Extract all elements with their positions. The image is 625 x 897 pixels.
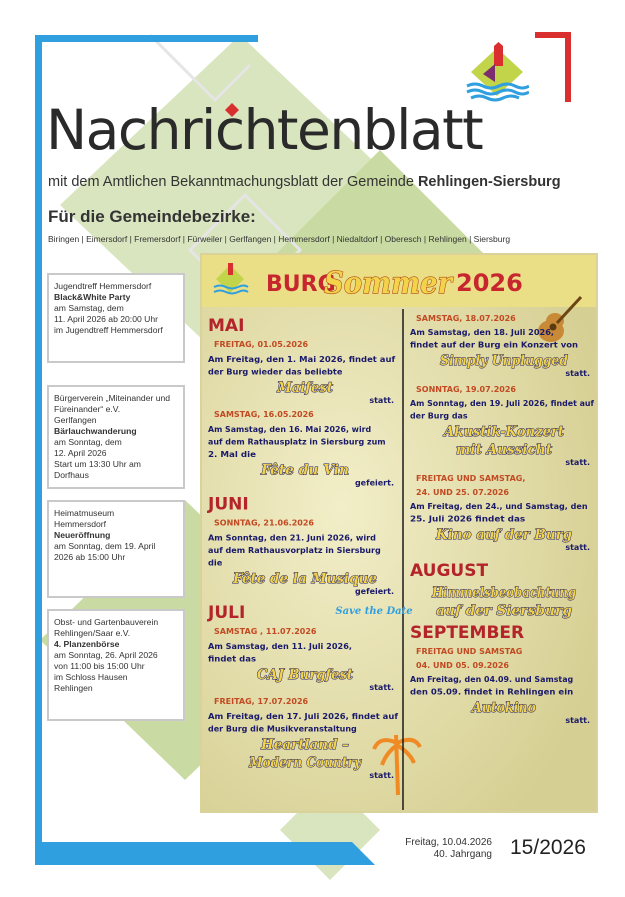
event-description: Am Freitag, den 04.09. und Samstag <box>410 674 574 684</box>
notice-line: 2026 ab 15:00 Uhr <box>54 552 126 562</box>
subtitle-municipality: Rehlingen-Siersburg <box>417 174 561 190</box>
issue-volume: 40. Jahrgang <box>433 849 492 860</box>
red-corner-bracket <box>535 32 571 102</box>
poster-graphic <box>202 255 598 813</box>
notice-organizer: Obst- und Gartenbauverein <box>54 617 159 627</box>
event-description: Am Freitag, den 17. Juli 2026, findet auf <box>208 711 399 721</box>
notice-line: am Sonntag, dem 19. April <box>54 541 156 551</box>
month-heading: MAI <box>208 316 245 336</box>
notice-line: im Jugendtreff Hemmersdorf <box>54 325 163 335</box>
notice-box <box>47 500 185 598</box>
event-description: findet das <box>208 653 257 664</box>
event-date: SONNTAG, 21.06.2026 <box>214 518 314 528</box>
notice-organizer-place: Rehlingen/Saar e.V. <box>54 628 131 638</box>
event-name: Modern Country <box>248 755 362 771</box>
municipal-logo-icon <box>465 42 529 104</box>
issue-date-block <box>400 837 492 861</box>
event-description: der Burg die Musikveranstaltung <box>208 723 357 734</box>
event-suffix: statt. <box>369 396 394 405</box>
event-name: Simply Unplugged <box>440 353 569 369</box>
event-date: 24. UND 25. 07.2026 <box>416 488 509 497</box>
notice-event: Neueröffnung <box>54 530 111 540</box>
blue-frame-bottom <box>35 842 375 865</box>
event-date: FREITAG UND SAMSTAG, <box>416 474 526 483</box>
notice-line: von 11:00 bis 15:00 Uhr <box>54 661 145 671</box>
event-name: Himmelsbeobachtung <box>431 585 577 601</box>
notice-line: Rehlingen <box>54 683 93 693</box>
event-date: FREITAG, 17.07.2026 <box>214 697 309 706</box>
masthead-title: Nachrichtenblatt <box>46 98 483 162</box>
event-description: Am Samstag, den 18. Juli 2026, <box>410 327 554 337</box>
event-suffix: gefeiert. <box>354 478 394 488</box>
notice-line: im Schloss Hausen <box>54 672 128 682</box>
event-suffix: statt. <box>565 716 590 725</box>
event-description: Am Sonntag, den 19. Juli 2026, findet auf <box>410 398 595 408</box>
burgsommer-poster <box>200 253 598 813</box>
event-description: 25. Juli 2026 findet das <box>410 513 526 524</box>
event-suffix: gefeiert. <box>354 587 394 596</box>
event-name: Heartland – <box>260 737 349 753</box>
event-date: FREITAG, 01.05.2026 <box>214 340 309 349</box>
event-date: SAMSTAG, 18.07.2026 <box>416 314 516 323</box>
event-name: Kino auf der Burg <box>435 527 573 543</box>
event-description: findet auf der Burg ein Konzert von <box>410 339 579 350</box>
notice-box <box>47 273 185 363</box>
event-name: Fête de la Musique <box>232 571 378 587</box>
notice-event: Bärlauchwanderung <box>54 426 137 436</box>
event-description: 2. Mal die <box>208 449 257 459</box>
event-name: CAJ Burgfest <box>257 667 354 683</box>
event-suffix: statt. <box>369 683 394 692</box>
event-description: Am Freitag, den 1. Mai 2026, findet auf <box>208 354 396 364</box>
event-date: SAMSTAG, 16.05.2026 <box>214 410 314 419</box>
event-description: auf dem Rathausvorplatz in Siersburg <box>208 545 381 555</box>
event-suffix: statt. <box>369 771 394 780</box>
save-the-date-badge: Save the Date <box>335 606 413 617</box>
event-description: Am Samstag, den 16. Mai 2026, wird <box>208 424 372 434</box>
event-description: auf dem Rathausplatz in Siersburg zum <box>208 436 386 447</box>
notice-box <box>47 609 185 721</box>
districts-title: Für die Gemeindebezirke: <box>48 207 256 226</box>
notice-organizer-place: Hemmersdorf <box>54 519 107 529</box>
event-description: Am Sonntag, den 21. Juni 2026, wird <box>208 532 377 543</box>
event-name: auf der Siersburg <box>436 603 573 619</box>
event-date: FREITAG UND SAMSTAG <box>416 647 523 656</box>
event-description: der Burg das <box>410 410 468 421</box>
notice-event: 4. Planzenbörse <box>54 639 120 649</box>
poster-title-burg: BURG <box>266 272 336 297</box>
districts-list: Biringen | Eimersdorf | Fremersdorf | Fürweiler | Gerlfangen | Hemmersdorf | Niedaltdorf | Oberesch | Rehlingen | Siersburg <box>48 234 511 244</box>
event-description: Am Samstag, den 11. Juli 2026, <box>208 641 352 651</box>
event-suffix: statt. <box>565 458 590 467</box>
notice-line: Dorfhaus <box>54 470 89 480</box>
month-heading: SEPTEMBER <box>410 623 525 643</box>
notice-line: Start um 13:30 Uhr am <box>54 459 141 469</box>
event-date: 04. UND 05. 09.2026 <box>416 661 509 670</box>
event-date: SONNTAG, 19.07.2026 <box>416 385 516 394</box>
event-suffix: statt. <box>565 369 590 378</box>
event-description: der Burg wieder das beliebte <box>208 366 343 377</box>
event-date: SAMSTAG , 11.07.2026 <box>214 627 317 636</box>
notice-organizer: Jugendtreff Hemmersdorf <box>54 281 152 291</box>
poster-title-group <box>266 266 523 301</box>
month-heading: JULI <box>208 603 246 623</box>
notice-organizer: Heimatmuseum <box>54 508 115 518</box>
notice-line: am Sonntag, dem <box>54 437 122 447</box>
event-name: mit Aussicht <box>456 442 553 458</box>
notice-line: 12. April 2026 <box>54 448 107 458</box>
notice-organizer-place: Gerlfangen <box>54 415 97 425</box>
event-name: Maifest <box>276 380 334 396</box>
notice-line: 11. April 2026 ab 20:00 Uhr <box>54 314 158 324</box>
notice-event: Black&White Party <box>54 292 131 302</box>
event-description: Am Freitag, den 24., und Samstag, den <box>410 501 588 511</box>
event-name: Autokino <box>470 700 536 716</box>
poster-title-year: 2026 <box>456 269 523 297</box>
notice-box <box>47 385 185 489</box>
month-heading: AUGUST <box>410 561 489 581</box>
event-name: Akustik-Konzert <box>442 424 565 440</box>
issue-number: 15/2026 <box>510 836 586 859</box>
poster-title-sommer: Sommer <box>324 266 454 301</box>
subtitle-text: mit dem Amtlichen Bekanntmachungsblatt der Gemeinde <box>48 174 418 190</box>
event-name: Fête du Vin <box>260 462 349 479</box>
event-suffix: statt. <box>565 543 590 552</box>
notice-organizer: Bürgerverein „Miteinander und Füreinander“ e.V. <box>54 393 171 414</box>
issue-date: Freitag, 10.04.2026 <box>405 837 492 848</box>
event-description: die <box>208 557 223 568</box>
notice-line: am Sonntag, 26. April 2026 <box>54 650 158 660</box>
notice-line: am Samstag, dem <box>54 303 124 313</box>
month-heading: JUNI <box>208 494 249 515</box>
event-description: den 05.09. findet in Rehlingen ein <box>410 686 574 697</box>
masthead-subtitle <box>48 174 561 190</box>
